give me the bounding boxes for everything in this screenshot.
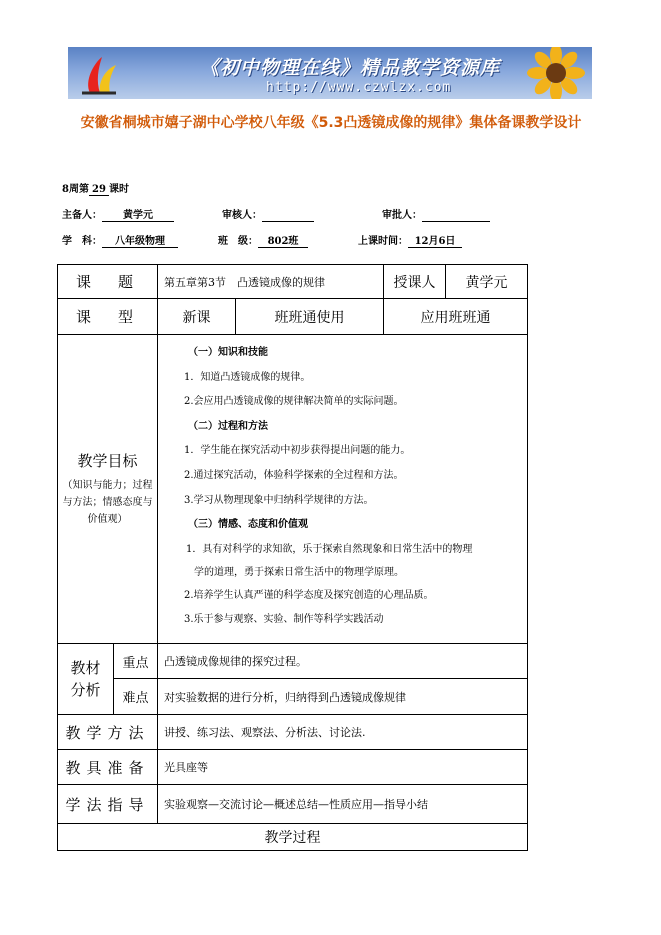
objectives-sublabel: （知识与能力；过程与方法；情感态度与价值观） (62, 480, 153, 525)
table-row (58, 715, 528, 750)
week-line: 8周第 29 课时 (62, 184, 129, 195)
objectives-content (158, 335, 528, 644)
approver-field: 审批人： (382, 206, 490, 222)
difficulty-label: 难点 (114, 679, 158, 715)
objectives-label: 教学目标 (77, 452, 138, 470)
teacher-label: 授课人 (384, 265, 446, 299)
logo-icon (76, 53, 122, 95)
objective-item: 1．知道凸透镜成像的规律。 (184, 371, 311, 383)
objective-item: 3.乐于参与观察、实验、制作等科学实践活动 (184, 614, 384, 626)
teacher-value: 黄学元 (446, 265, 528, 299)
study-label: 学法指导 (58, 785, 158, 824)
study-value: 实验观察—交流讨论—概述总结—性质应用—指导小结 (158, 785, 528, 824)
method-value: 讲授、练习法、观察法、分析法、讨论法. (158, 715, 528, 750)
lesson-plan-table (57, 264, 528, 851)
method-label: 教学方法 (58, 715, 158, 750)
objective-item: 3.学习从物理现象中归纳科学规律的方法。 (184, 494, 374, 506)
subject-field: 学 科： 八年级物理 (62, 232, 178, 248)
process-label: 教学过程 (58, 824, 528, 851)
table-row (58, 824, 528, 851)
type-value: 新课 (158, 299, 236, 335)
reviewer-field: 审核人： (222, 206, 314, 222)
topic-label: 课 题 (58, 265, 158, 299)
usage-value: 班班通使用 (236, 299, 384, 335)
objectives-label-cell (58, 335, 158, 644)
topic-value: 第五章第3节 凸透镜成像的规律 (158, 265, 384, 299)
sunflower-icon (516, 47, 588, 99)
type-label: 课 型 (58, 299, 158, 335)
banner-title: 《初中物理在线》精品教学资源库 (200, 57, 501, 79)
objective-item: 2.通过探究活动，体验科学探索的全过程和方法。 (184, 469, 404, 481)
app-value: 应用班班通 (384, 299, 528, 335)
preparer-field: 主备人： 黄学元 (62, 206, 174, 222)
table-row (58, 785, 528, 824)
objective-item: 1．具有对科学的求知欲，乐于探索自然现象和日常生活中的物理 (186, 543, 473, 555)
table-row (58, 265, 528, 299)
objective-item: 2.会应用凸透镜成像的规律解决简单的实际问题。 (184, 396, 404, 408)
objective-section: （一）知识和技能 (188, 347, 269, 358)
table-row (58, 335, 528, 644)
objective-section: （三）情感、态度和价值观 (188, 519, 309, 531)
tools-value: 光具座等 (158, 750, 528, 785)
objective-item: 1．学生能在探究活动中初步获得提出问题的能力。 (184, 445, 411, 457)
class-field: 班 级： 802班 (218, 232, 308, 248)
table-row (58, 750, 528, 785)
objective-section: （二）过程和方法 (188, 420, 269, 432)
tools-label: 教具准备 (58, 750, 158, 785)
table-row (58, 299, 528, 335)
document-title: 安徽省桐城市嬉子湖中心学校八年级《5.3凸透镜成像的规律》集体备课教学设计 (80, 115, 582, 131)
objective-item: 2.培养学生认真严谨的科学态度及探究创造的心理品质。 (184, 589, 434, 601)
material-label: 教材分析 (58, 644, 114, 715)
difficulty-value: 对实验数据的进行分析，归纳得到凸透镜成像规律 (158, 679, 528, 715)
key-label: 重点 (114, 644, 158, 679)
banner-url[interactable]: http://www.czwlzx.com (266, 80, 452, 95)
key-value: 凸透镜成像规律的探究过程。 (158, 644, 528, 679)
date-field: 上课时间： 12月6日 (358, 232, 462, 248)
objective-item-continued: 学的道理，勇于探索日常生活中的物理学原理。 (194, 566, 405, 578)
header-banner (68, 47, 592, 99)
table-row (58, 644, 528, 679)
table-row (58, 679, 528, 715)
